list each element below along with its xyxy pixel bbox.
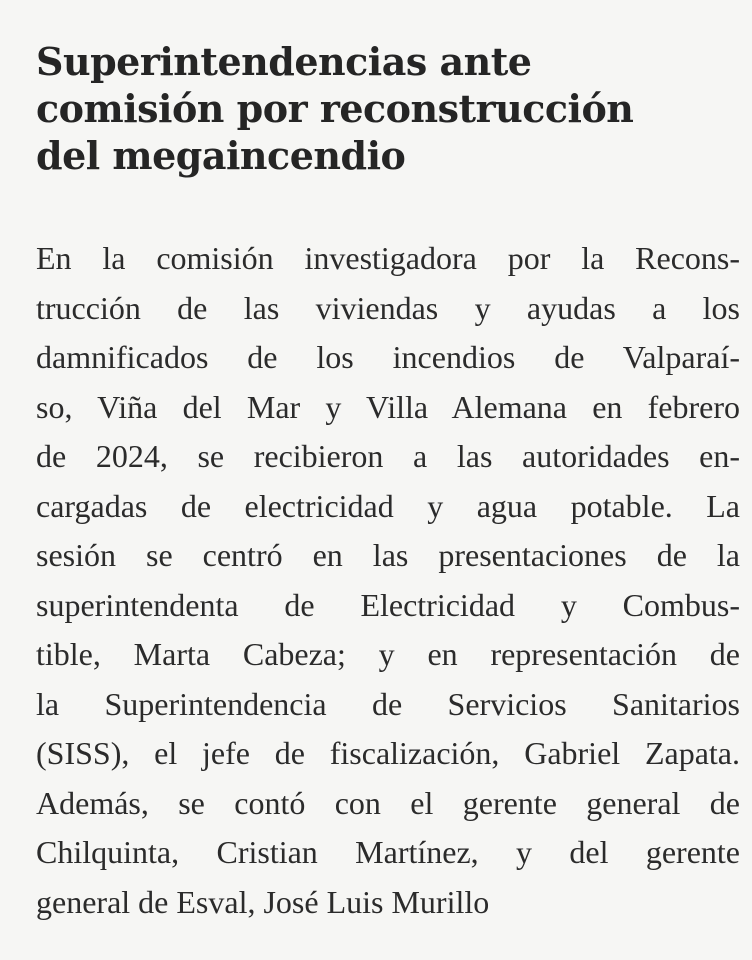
- body-line: sesión se centró en las presentaciones de la: [36, 537, 740, 573]
- article-body: [36, 234, 740, 927]
- body-line: general de Esval, José Luis Murillo: [36, 883, 490, 920]
- headline-line: comisión por reconstrucción: [36, 86, 634, 131]
- body-line: tible, Marta Cabeza; y en representación de: [36, 636, 740, 672]
- article-headline: [36, 38, 740, 179]
- headline-line: Superintendencias ante: [36, 39, 532, 84]
- body-line: Chilquinta, Cristian Martínez, y del gerente: [36, 834, 740, 870]
- body-line: Además, se contó con el gerente general de: [36, 784, 740, 821]
- body-line: (SISS), el jefe de fiscalización, Gabriel Zapata.: [36, 735, 740, 771]
- body-line: la Superintendencia de Servicios Sanitarios: [36, 685, 740, 722]
- body-line: de 2024, se recibieron a las autoridades en-: [36, 438, 740, 474]
- headline-line: del megaincendio: [36, 133, 406, 178]
- body-line: cargadas de electricidad y agua potable. La: [36, 487, 740, 524]
- body-line: trucción de las viviendas y ayudas a los: [36, 289, 740, 326]
- body-line: damnificados de los incendios de Valparaí-: [36, 339, 740, 375]
- body-line: so, Viña del Mar y Villa Alemana en febrero: [36, 388, 740, 425]
- body-line: superintendenta de Electricidad y Combus-: [36, 586, 740, 623]
- body-line: En la comisión investigadora por la Recons-: [36, 240, 740, 276]
